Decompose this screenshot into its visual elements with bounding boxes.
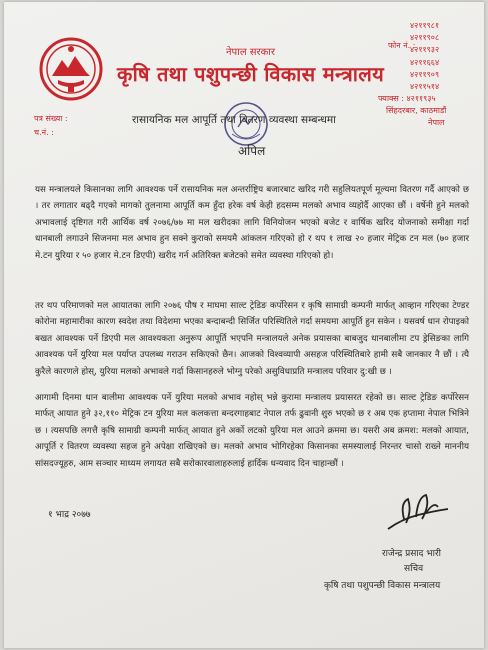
body-paragraph: तर थप परिमाणको मल आयातका लागि २०७६ पौष र माघमा साल्ट ट्रेडिङ कर्पोरेसन र कृषि सामाग्री कम्पनी मार्फत् आव्हान गरिएका टेण्डर कोरोना महामारीका कारण स्वदेश तथा विदेशमा भएका बन्दाबन्दी सिर्जित परिस्थितिले गर्दा समयमा आपूर्ति हुन सकेन । यसवर्ष धान रोपाइको बखत आवश्यक पर्ने डिएपी मल आवश्यकता अनुरूप आपूर्ति भएपनि मन्त्रालयले अनेक प्रयासका बाबजुद धानबालीमा टप ड्रेसिङका लागि आवश्यक पर्ने युरिया मल पर्याप्त उपलब्ध गराउन सकिएको छैन। आजको विश्वव्यापी असहज परिस्थितिबारे हामी सबै जानकार नै छौं । त्यै कुरैले कारणले होस्, युरिया मलको अभावले गर्दा किसानहरुले भोग्नु परेको असुविधाप्रति मन्त्रालय परिवार दु:खी छ । — [35, 301, 469, 377]
phone-number: ४२११९३२ — [410, 45, 440, 55]
phone-number: ४२११६६४ — [410, 57, 440, 67]
dispatch-number-label: च.नं. : — [34, 128, 54, 137]
government-label: नेपाल सरकार — [226, 47, 275, 58]
ministry-name: कृषि तथा पशुपन्छी विकास मन्त्रालय — [117, 62, 385, 86]
phone-number: ४२११९८१ — [410, 21, 440, 30]
fax-number: फ्याक्स : ४२११९३५ — [378, 94, 436, 103]
phone-number: ४२११९०९ — [410, 69, 440, 79]
letter-title: अपिल — [238, 144, 266, 158]
letter-page — [4, 2, 484, 648]
handwritten-signature — [382, 489, 452, 537]
body-paragraph: यस मन्त्रालयले किसानका लागि आवश्यक पर्ने रासायनिक मल अन्तर्राष्ट्रिय बजारबाट खरिद गरी सहुलियतपूर्ण मूल्यमा वितरण गर्दै आएको छ । तर लगातार बढ्दै गएको मागको तुलनामा आपूर्ति कम हुँदा हरेक वर्ष केही हदसम्म मलको अभाव व्यहोर्दै आएका छौं । वर्षेनी हुने मलको अभावलाई दृष्टिगत गरी आर्थिक वर्ष २०७६/७७ मा मल खरीदका लागि विनियोजन भएको बजेट र वार्षिक खरिद योजनाको समीक्षा गर्दा धानबाली लगाउने सिजनमा मल अभाव हुन सक्ने कुराको समयमै आंकलन गरिएको हो र थप १ लाख २० हजार मेट्रिक टन मल (७० हजार मे.टन युरिया र ५० हजार मे.टन डिएपी) खरीद गर्न अतिरिक्त बजेटको समेत व्यवस्था गरिएको हो। — [35, 185, 469, 261]
signatory-office: कृषि तथा पशुपन्छी विकास मन्त्रालय — [324, 581, 441, 591]
body-paragraph: आगामी दिनमा धान बालीमा आवश्यक पर्ने युरिया मलको अभाव नहोस् भन्ने कुरामा मन्त्रालय प्रयासरत रहेको छ। साल्ट ट्रेडिङ कर्पोरेसन मार्फत् आयात हुने ३२,११० मेट्रिक टन युरिया मल कलकत्ता बन्दरगाहबाट नेपाल तर्फ ढुवानी शुरु भएको छ र अब एक हप्तामा नेपाल भित्रिने छ । त्यसपछि लगत्तै कृषि सामाग्री कम्पनी मार्फत् आयात हुने अर्को लटको युरिया मल आउने क्रममा छ। यसरी अब क्रमश: मलको आयात, आपूर्ति र वितरण व्यवस्था सहज हुने अपेक्षा राखिएको छ। मलको अभाव भोगिरहेका किसानका समस्यालाई निरन्तर चासो राख्ने माननीय सांसदज्यूहरु, आम सञ्चार माध्यम लगायत सबै सरोकारवालाहरुलाई हार्दिक धन्यवाद दिन चाहान्छौं । — [35, 393, 469, 469]
letter-number-label: पत्र संख्या : — [34, 114, 68, 123]
letter-date: १ भाद्र २०७७ — [48, 510, 91, 520]
country-label: नेपाल — [428, 118, 445, 127]
nepal-emblem-icon — [38, 36, 104, 102]
letter-subject: रासायनिक मल आपूर्ति तथा वितरण व्यवस्था सम्बन्धमा — [132, 114, 336, 126]
phone-number: ४२११९०८ — [410, 33, 440, 43]
signatory-name: राजेन्द्र प्रसाद भारी — [382, 549, 441, 559]
signatory-designation: सचिव — [404, 564, 424, 574]
phone-label: फोन नं. : — [388, 41, 416, 50]
phone-number: ४२११५१४ — [410, 82, 440, 92]
phone-numbers — [410, 20, 439, 93]
office-location: सिंहदरबार, काठमाडौं — [386, 106, 447, 115]
